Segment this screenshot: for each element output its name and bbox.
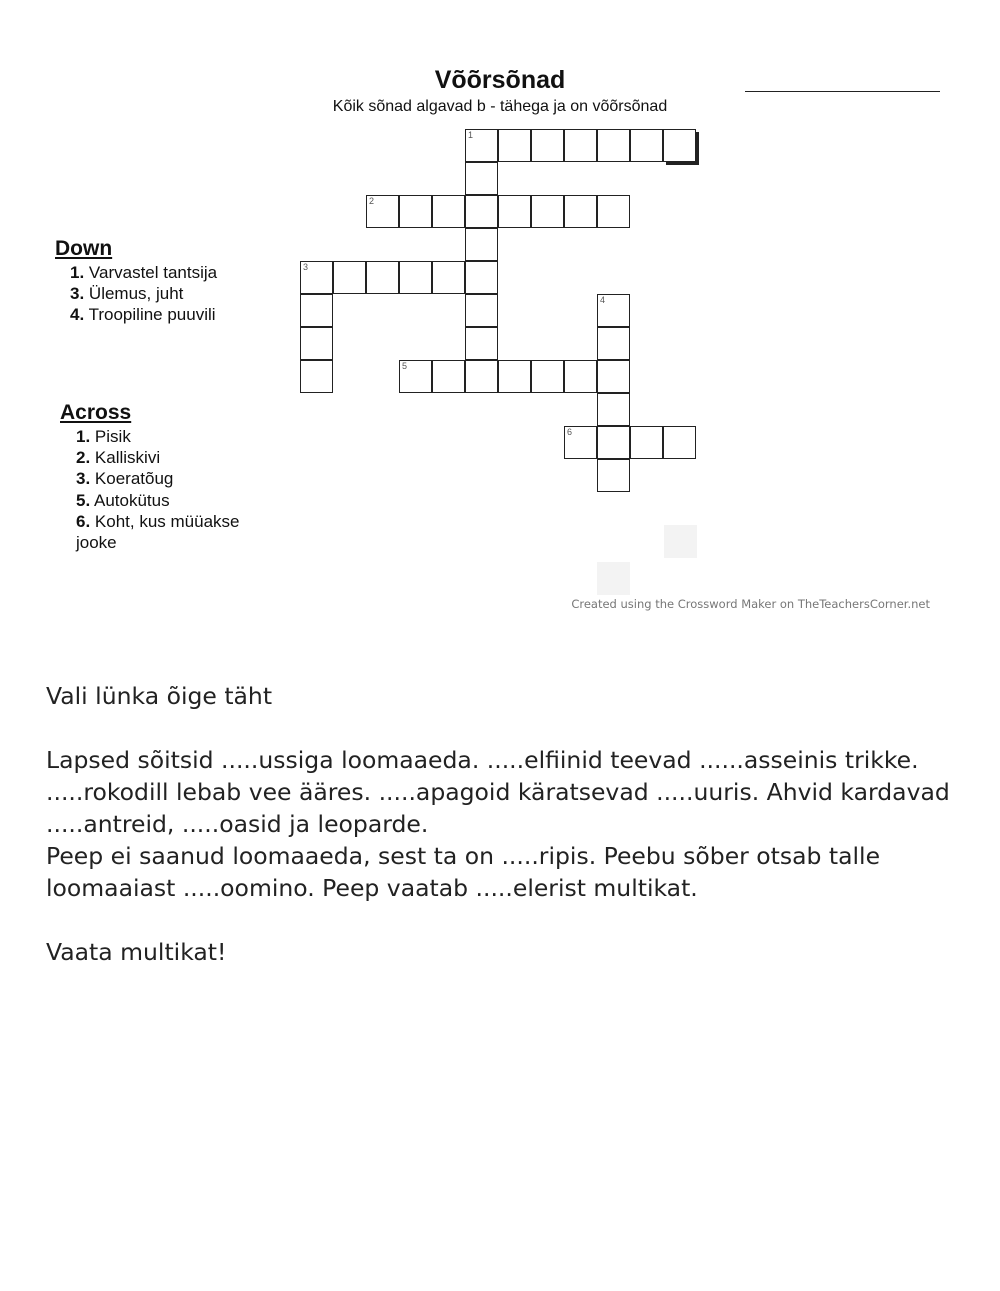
crossword-cell[interactable] (300, 360, 333, 393)
crossword-cell[interactable] (597, 459, 630, 492)
faint-square (597, 562, 630, 595)
crossword-cell[interactable] (597, 393, 630, 426)
crossword-cell[interactable] (465, 162, 498, 195)
clue-number: 2 (369, 196, 375, 206)
down-heading: Down (55, 237, 113, 260)
clue-number: 4 (600, 295, 606, 305)
crossword-cell[interactable] (498, 129, 531, 162)
crossword-cell[interactable] (597, 195, 630, 228)
crossword-cell[interactable] (663, 129, 696, 162)
clue-across-2: 2. Kalliskivi (76, 448, 161, 468)
clue-number: 5 (402, 361, 408, 371)
clue-down-1: 1. Varvastel tantsija (70, 263, 218, 282)
task-closing: Vaata multikat! (46, 938, 227, 966)
crossword-cell[interactable] (333, 261, 366, 294)
page-title: Võõrsõnad (434, 66, 566, 94)
crossword-cell[interactable] (597, 129, 630, 162)
clue-number: 3 (303, 262, 309, 272)
faint-square (664, 525, 697, 558)
clue-across-5: 5. Autokütus (76, 490, 170, 510)
crossword-cell[interactable] (597, 327, 630, 360)
crossword-cell[interactable] (531, 360, 564, 393)
crossword-cell[interactable] (300, 261, 333, 294)
across-clues (60, 400, 276, 553)
crossword-cell[interactable] (432, 261, 465, 294)
down-clues (55, 236, 217, 326)
crossword-cell[interactable] (399, 261, 432, 294)
crossword-cell[interactable] (663, 426, 696, 459)
crossword-cell[interactable] (498, 360, 531, 393)
crossword-cell[interactable] (531, 129, 564, 162)
clue-down-4: 4. Troopiline puuvili (70, 305, 216, 325)
crossword-cell[interactable] (597, 426, 630, 459)
crossword-cell[interactable] (465, 195, 498, 228)
crossword-cell[interactable] (597, 294, 630, 327)
crossword-cell[interactable] (465, 294, 498, 327)
clue-across-6: 6. Koht, kus müüakse jooke (76, 511, 240, 553)
task-instruction: Vali lünka õige täht (46, 682, 273, 710)
crossword-cell[interactable] (300, 294, 333, 327)
crossword-cell[interactable] (465, 129, 498, 162)
crossword-cell[interactable] (498, 195, 531, 228)
task-paragraph-2: Peep ei saanud loomaaeda, sest ta on .....ripis. Peebu sõber otsab talle loomaaiast .....oomino. Peep vaatab .....elerist multikat. (46, 842, 881, 902)
credit-text: Created using the Crossword Maker on TheTeachersCorner.net (571, 597, 930, 611)
crossword-cell[interactable] (564, 360, 597, 393)
clue-number: 1 (468, 130, 474, 140)
clue-across-1: 1. Pisik (76, 427, 131, 446)
crossword-cell[interactable] (399, 360, 432, 393)
crossword-cell[interactable] (597, 360, 630, 393)
crossword-cell[interactable] (630, 426, 663, 459)
clue-across-3: 3. Koeratõug (76, 469, 174, 489)
crossword-cell[interactable] (564, 195, 597, 228)
crossword-cell[interactable] (432, 195, 465, 228)
crossword-cell[interactable] (531, 195, 564, 228)
across-heading: Across (60, 401, 132, 424)
crossword-cell[interactable] (465, 228, 498, 261)
task-paragraph-1: Lapsed sõitsid .....ussiga loomaaeda. .....elfiinid teevad ......asseinis trikke. .....rokodill lebab vee ääres. .....apagoid käratsevad .....uuris. Ahvid kardavad .....antreid, .....oasid ja leoparde. (46, 746, 950, 838)
crossword-cell[interactable] (465, 360, 498, 393)
clue-down-3: 3. Ülemus, juht (70, 284, 184, 304)
crossword-cell[interactable] (564, 129, 597, 162)
crossword-cell[interactable] (564, 426, 597, 459)
crossword-cell[interactable] (630, 129, 663, 162)
clue-number: 6 (567, 427, 573, 437)
task-section (46, 680, 966, 968)
crossword-cell[interactable] (465, 261, 498, 294)
name-line (745, 91, 940, 92)
crossword-cell[interactable] (465, 327, 498, 360)
crossword-cell[interactable] (366, 261, 399, 294)
crossword-cell[interactable] (399, 195, 432, 228)
crossword-cell[interactable] (432, 360, 465, 393)
crossword-cell[interactable] (300, 327, 333, 360)
page-subtitle: Kõik sõnad algavad b - tähega ja on võõrsõnad (332, 98, 668, 115)
crossword-cell[interactable] (366, 195, 399, 228)
